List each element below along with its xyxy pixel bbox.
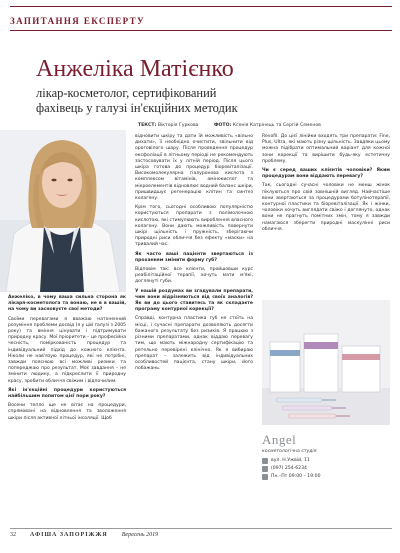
col2-paragraph: Крім того, сьогодні особливою популярністю користуються препарати з полімолочною кислотою, які стимулюють вироблення власного колагену. Вони дають можливість повернути шкірі щільність і пружність, зберігаючи природні риси обличчя без ефекту «маски» на тривалий час. <box>135 205 253 248</box>
photo-credit-author: Ксенія Катрінець та Сергій Семенов <box>232 123 321 128</box>
product-photo <box>262 300 390 425</box>
phone-text: (097) 254-6234 <box>271 466 307 471</box>
photo-credit <box>214 123 321 128</box>
studio-brand: Angel <box>262 432 297 447</box>
col3-paragraph: Revofil. До цієї лінійки входять три препарати: Fine, Plus, Ultra, які мають різну щільність. Завдяки цьому можна підібрати оптимальний варіант для кожної зони корекції та вирішити будь-яку естетичну проблему. <box>262 134 390 164</box>
clock-icon <box>262 474 268 480</box>
col3-paragraph: Так, сьогодні сучасні чоловіки не менш жінок піклуються про свій зовнішній вигляд. Найчастіше вони звертаються за процедурами ботулінотерапії, контурної пластики та біоревіталізації. Як і жінки, чоловіки хочуть виглядати свіжо і доглянуто, однак вони не прагнуть помітних змін, тому я завжди намагаюся зберегти природні маскулінні риси обличчя. <box>262 183 390 232</box>
portrait-photo <box>0 130 126 292</box>
product-illustration <box>262 300 390 425</box>
text-credit-author: Вікторія Гуркова <box>157 123 199 128</box>
address-text: вул. Н.Ужвій, 11 <box>271 458 310 463</box>
contact-hours <box>262 473 390 481</box>
col2-paragraph: Справді, контурна пластика губ не стоїть на місці, і сучасні препарати дозволяють досягти бажаного результату без ризиків. Я працюю з різними препаратами, однак віддаю перевагу тим, що мають міжнародну сертифікацію та ретельно перевірені клінічно. Як я вибираю препарат – залежить від індивідуальних особливостей пацієнта, стану шкіри, його побажань. <box>135 316 253 372</box>
col1-paragraph: Своїми перевагами я вважаю натхненний розуміння проблеми досвід (я у цій галузі з 2005 року) та вміння цінувати і підтримувати природну красу. Мої пріоритети – це професійна чесність, поміркованість процедур та індивідуальний підхід до кожного клієнта. Ніколи не нав'язую процедур, які не потрібні, завжди пояснюю всі можливі ризики та попереджаю про результат. Моє завдання – не змінити людину, а підкреслити її природну красу, зробити обличчя свіжим і відпочилим. <box>8 316 126 384</box>
page-number: 32 <box>10 532 16 538</box>
contact-phone <box>262 465 390 473</box>
col2-paragraph: відновити шкіру та дати їй можливість «вільно дихати», її необхідно очистити, звільнити від ороговілого шару. Після проведення процедур ексфоліації в літньому періоді не рекомендують застосовувати їх у літній період. Після цього шкіра готова до процедур біоревіталізації. Високомолекулярна гіалуронова кислота з комплексом вітамінів, амінокислот та мікроелементів відновлює водний баланс шкіри, пришвидшує регенерацію клітин та синтез колагену. <box>135 134 253 202</box>
col3-question: Чи є серед ваших клієнтів чоловіки? Яким процедурам вони віддають перевагу? <box>262 168 390 180</box>
studio-subtitle: косметологічна студія <box>262 449 317 454</box>
rubric-label: ЗАПИТАННЯ ЕКСПЕРТУ <box>10 16 146 26</box>
rubric-bar <box>10 6 392 31</box>
article-subtitle: лікар-косметолог, сертифікований фахівець у галузі ін'єкційних методик <box>36 86 238 115</box>
hours-text: Пн.–Пт 09:00 – 19:00 <box>271 474 321 479</box>
text-column-1 <box>8 295 126 425</box>
credits-line <box>138 123 398 128</box>
col2-question: Як часто ваші пацієнти звертаються із проханням змінити форму губ? <box>135 251 253 263</box>
article-title: Анжеліка Матієнко <box>36 56 234 82</box>
location-pin-icon <box>262 458 268 464</box>
magazine-name: АФІША ЗАПОРІЖЖЯ <box>30 532 108 538</box>
col1-paragraph <box>8 295 126 314</box>
col2-paragraph: Відповім так: все клієнти, пройшовши курс реабілітаційної терапії, хочуть мати м'які, доглянуті губи. <box>135 267 253 285</box>
text-column-3 <box>262 134 390 236</box>
contact-block <box>262 432 390 481</box>
col1-question: Анжеліко, в чому ваша сильна сторона як лікаря-косметолога та вонаю, не в в вашій, на чому ви засновуєте свої методи? <box>8 295 126 313</box>
col1-paragraph: Восени тепло ще не вітає на процедури, спрямовані на відновлення та зволоження шкіри після активної літньої інсоляції. Щоб <box>8 403 126 421</box>
page-footer <box>10 528 392 538</box>
issue-date: Вересень 2019 <box>121 532 159 538</box>
col1-paragraph <box>8 388 126 400</box>
portrait-illustration <box>0 130 126 292</box>
text-credit-label: ТЕКСТ: <box>138 123 157 128</box>
text-column-2 <box>135 134 253 375</box>
photo-credit-label: ФОТО: <box>213 123 232 128</box>
col1-question: Які ін'єкційні процедури користуються найбільшим попитом цієї пори року? <box>8 387 126 400</box>
contact-address <box>262 457 390 465</box>
col2-question: У нашій роздумах ви згадували препарати, чим вони відрізняються від своїх аналогів? Як ви до цього ставитесь та як складаєте програму контурної корекції? <box>135 288 253 313</box>
text-credit <box>138 123 199 128</box>
phone-icon <box>262 466 268 472</box>
